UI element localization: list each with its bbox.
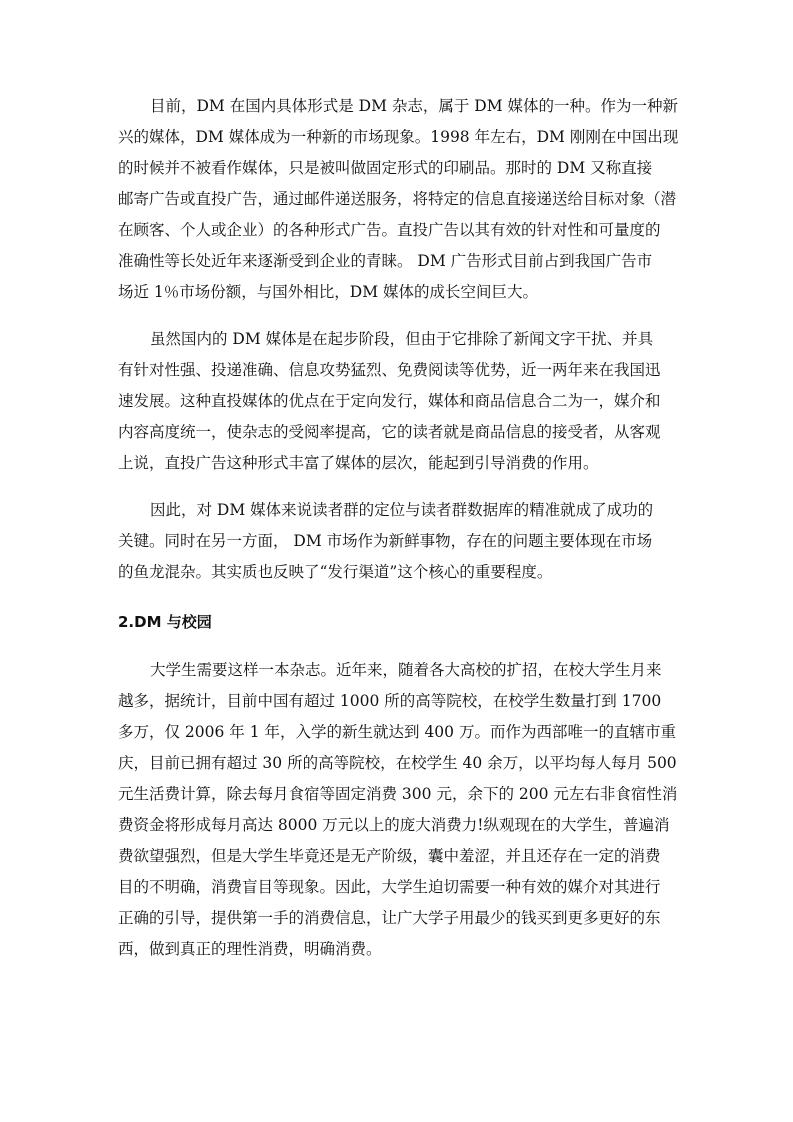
paragraph-1-line-7: 场近 1％市场份额，与国外相比，DM 媒体的成长空间巨大。 (118, 283, 539, 301)
paragraph-2-line-1: 虽然国内的 DM 媒体是在起步阶段，但由于它排除了新闻文字干扰、并具 (150, 330, 654, 348)
paragraph-1-line-2: 兴的媒体，DM 媒体成为一种新的市场现象。1998 年左右，DM 刚刚在中国出现 (118, 128, 679, 146)
paragraph-2-line-4: 内容高度统一，使杂志的受阅率提高，它的读者就是商品信息的接受者，从客观 (118, 423, 661, 441)
paragraph-4-line-7: 费欲望强烈，但是大学生毕竟还是无产阶级，囊中羞涩，并且还存在一定的消费 (118, 847, 661, 865)
paragraph-2-line-3: 速发展。这种直投媒体的优点在于定向发行，媒体和商品信息合二为一，媒介和 (118, 392, 661, 410)
paragraph-4-line-9: 正确的引导，提供第一手的消费信息，让广大学子用最少的钱买到更多更好的东 (118, 909, 661, 927)
paragraph-3-line-3: 的鱼龙混杂。其实质也反映了“发行渠道”这个核心的重要程度。 (118, 563, 553, 581)
paragraph-4-line-5: 元生活费计算，除去每月食宿等固定消费 300 元，余下的 200 元左右非食宿性消 (118, 785, 678, 803)
paragraph-4-line-6: 费资金将形成每月高达 8000 万元以上的庞大消费力!纵观现在的大学生，普遍消 (118, 816, 670, 834)
paragraph-4-line-4: 庆，目前已拥有超过 30 所的高等院校，在校学生 40 余万，以平均每人每月 500 (118, 754, 677, 772)
paragraph-1-line-4: 邮寄广告或直投广告，通过邮件递送服务，将特定的信息直接递送给目标对象（潜 (118, 190, 677, 208)
paragraph-2-line-5: 上说，直投广告这种形式丰富了媒体的层次，能起到引导消费的作用。 (118, 454, 599, 472)
paragraph-3-line-2: 关键。同时在另一方面， DM 市场作为新鲜事物，存在的问题主要体现在市场 (118, 532, 653, 550)
paragraph-4-line-8: 目的不明确，消费盲目等现象。因此，大学生迫切需要一种有效的媒介对其进行 (118, 878, 661, 896)
paragraph-4-line-10: 西，做到真正的理性消费，明确消费。 (118, 940, 382, 958)
paragraph-1-line-6: 准确性等长处近年来逐渐受到企业的青睐。 DM 广告形式目前占到我国广告市 (118, 252, 653, 270)
paragraph-4-line-2: 越多，据统计，目前中国有超过 1000 所的高等院校，在校学生数量打到 1700 (118, 692, 662, 710)
paragraph-1-line-1: 目前，DM 在国内具体形式是 DM 杂志，属于 DM 媒体的一种。作为一种新 (150, 97, 679, 115)
paragraph-1-line-5: 在顾客、个人或企业）的各种形式广告。直投广告以其有效的针对性和可量度的 (118, 221, 661, 239)
paragraph-3-line-1: 因此，对 DM 媒体来说读者群的定位与读者群数据库的精准就成了成功的 (150, 501, 654, 519)
section-heading: 2.DM 与校园 (118, 613, 212, 631)
paragraph-2-line-2: 有针对性强、投递准确、信息攻势猛烈、免费阅读等优势，近一两年来在我国迅 (118, 361, 661, 379)
paragraph-4-line-1: 大学生需要这样一本杂志。近年来，随着各大高校的扩招，在校大学生月来 (150, 661, 662, 679)
paragraph-4-line-3: 多万，仅 2006 年 1 年，入学的新生就达到 400 万。而作为西部唯一的直辖市重 (118, 723, 676, 741)
paragraph-1-line-3: 的时候并不被看作媒体，只是被叫做固定形式的印刷品。那时的 DM 又称直接 (118, 159, 653, 177)
